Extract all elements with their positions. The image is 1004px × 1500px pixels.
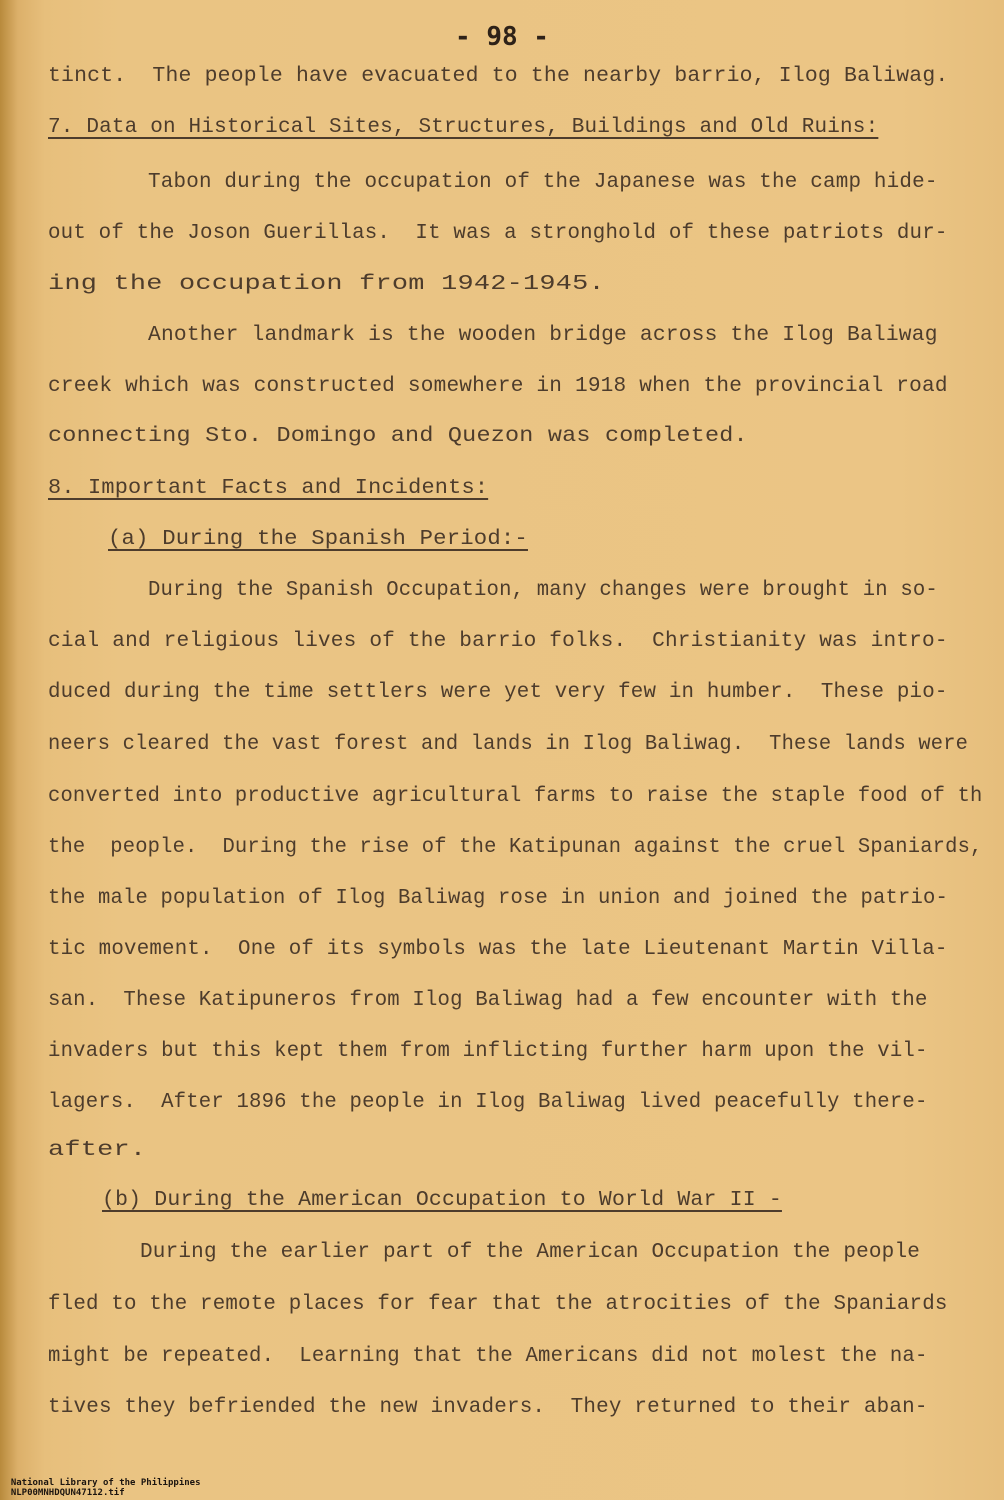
text-line-1: tinct. The people have evacuated to the nearby barrio, Ilog Baliwag. xyxy=(48,64,949,88)
text-line-14: neers cleared the vast forest and lands in Ilog Baliwag. These lands were xyxy=(48,732,969,756)
text-line-3: Tabon during the occupation of the Japanese was the camp hide- xyxy=(148,170,938,194)
scan-footer xyxy=(0,1468,231,1498)
footer-file: NLP00MNHDQUN47112.tif xyxy=(10,1488,125,1498)
section-heading-8: 8. Important Facts and Incidents: xyxy=(48,476,489,500)
text-line-24: During the earlier part of the American Occupation the people xyxy=(140,1240,921,1264)
text-line-12: cial and religious lives of the barrio folks. Christianity was intro- xyxy=(48,629,948,653)
subheading-american-occupation: (b) During the American Occupation to World War II - xyxy=(102,1188,782,1212)
text-line-17: the male population of Ilog Baliwag rose in union and joined the patrio- xyxy=(48,886,948,910)
footer-library: National Library of the Philippines xyxy=(10,1478,201,1488)
text-line-18: tic movement. One of its symbols was the late Lieutenant Martin Villa- xyxy=(48,937,948,961)
page-number: - 98 - xyxy=(455,22,549,52)
text-line-27: tives they befriended the new invaders. They returned to their aban- xyxy=(48,1395,928,1419)
text-line-6: Another landmark is the wooden bridge across the Ilog Baliwag xyxy=(148,323,938,347)
text-line-4: out of the Joson Guerillas. It was a stronghold of these patriots dur- xyxy=(48,221,948,245)
subheading-spanish-period: (a) During the Spanish Period:- xyxy=(108,527,528,551)
text-line-21: lagers. After 1896 the people in Ilog Baliwag lived peacefully there- xyxy=(48,1090,928,1114)
text-line-13: duced during the time settlers were yet very few in humber. These pio- xyxy=(48,680,948,704)
text-line-15: converted into productive agricultural farms to raise the staple food of th xyxy=(48,784,983,808)
text-line-8: connecting Sto. Domingo and Quezon was completed. xyxy=(48,424,748,448)
text-line-16: the people. During the rise of the Katipunan against the cruel Spaniards, xyxy=(48,835,983,859)
text-line-22: after. xyxy=(48,1138,147,1162)
text-line-25: fled to the remote places for fear that the atrocities of the Spaniards xyxy=(48,1292,948,1316)
text-line-7: creek which was constructed somewhere in 1918 when the provincial road xyxy=(48,374,948,398)
text-line-19: san. These Katipuneros from Ilog Baliwag had a few encounter with the xyxy=(48,988,928,1012)
text-line-20: invaders but this kept them from inflicting further harm upon the vil- xyxy=(48,1039,928,1063)
text-line-26: might be repeated. Learning that the Americans did not molest the na- xyxy=(48,1344,928,1368)
text-line-5: ing the occupation from 1942-1945. xyxy=(48,272,605,296)
text-line-11: During the Spanish Occupation, many changes were brought in so- xyxy=(148,578,938,602)
section-heading-7: 7. Data on Historical Sites, Structures, Buildings and Old Ruins: xyxy=(48,115,879,139)
